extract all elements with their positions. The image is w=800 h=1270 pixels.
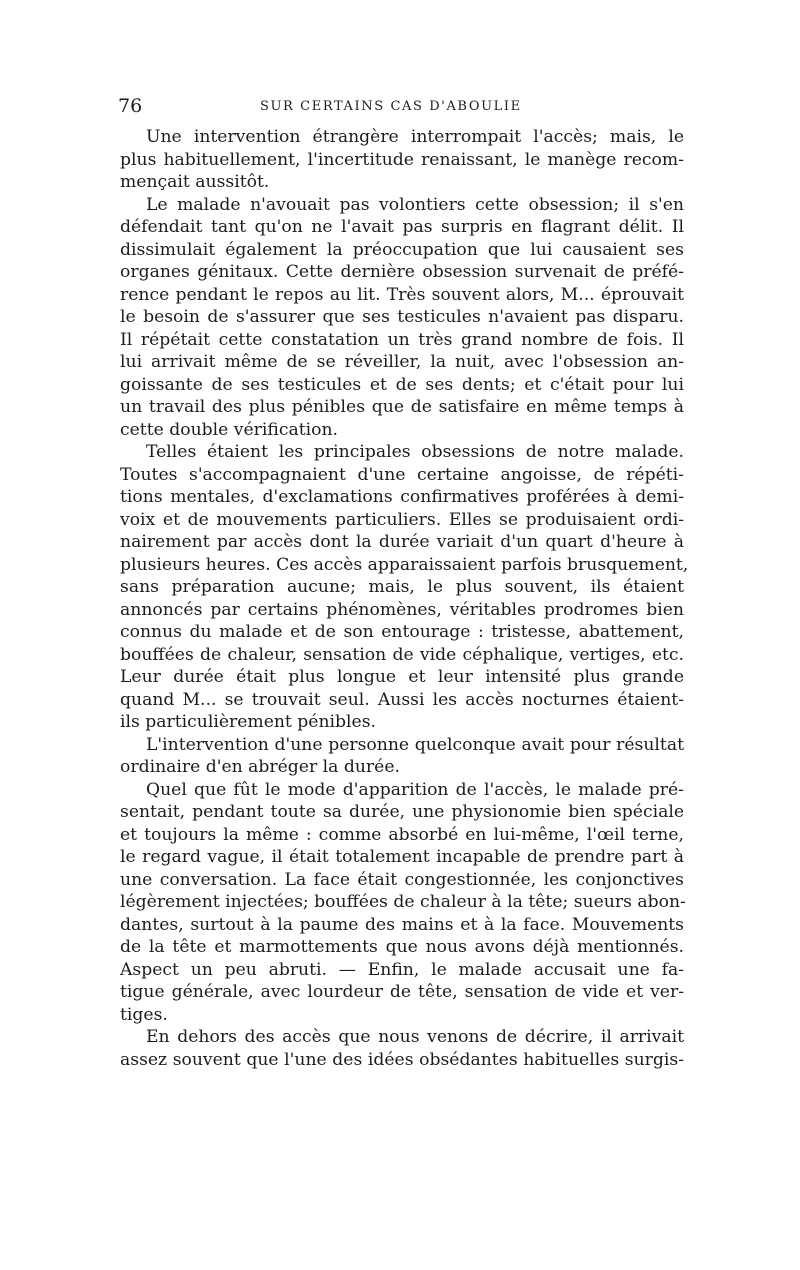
text-line: dissimulait également la préoccupation que lui causaient ses	[120, 239, 684, 260]
text-line: plusieurs heures. Ces accès apparaissaient parfois brusquement,	[120, 554, 689, 575]
text-line: annoncés par certains phénomènes, véritables prodromes bien	[120, 599, 684, 620]
text-line: L'intervention d'une personne quelconque avait pour résultat	[146, 734, 684, 755]
text-line: tiges.	[120, 1004, 168, 1025]
text-line: tigue générale, avec lourdeur de tête, sensation de vide et ver-	[120, 982, 684, 1002]
text-line: un travail des plus pénibles que de satisfaire en même temps à	[120, 397, 684, 417]
text-line: nairement par accès dont la durée variait d'un quart d'heure à	[120, 532, 684, 552]
text-line: légèrement injectées; bouffées de chaleur à la tête; sueurs abon-	[120, 892, 686, 912]
text-line: le besoin de s'assurer que ses testicules n'avaient pas disparu.	[120, 307, 684, 327]
text-line: assez souvent que l'une des idées obsédantes habituelles surgis-	[120, 1049, 684, 1070]
text-line: cette double vérification.	[120, 419, 339, 440]
text-line: défendait tant qu'on ne l'avait pas surpris en flagrant délit. Il	[120, 217, 684, 237]
text-line: organes génitaux. Cette dernière obsession survenait de préfé-	[120, 262, 684, 282]
text-line: bouffées de chaleur, sensation de vide céphalique, vertiges, etc.	[120, 644, 684, 665]
text-line: sans préparation aucune; mais, le plus souvent, ils étaient	[120, 577, 684, 597]
text-line: quand M... se trouvait seul. Aussi les accès nocturnes étaient-	[120, 689, 684, 710]
text-line: ils particulièrement pénibles.	[120, 712, 376, 732]
page-header	[118, 94, 684, 118]
body-text	[120, 126, 689, 1071]
text-line: ordinaire d'en abréger la durée.	[120, 757, 400, 777]
text-line: et toujours la même : comme absorbé en lui-même, l'œil terne,	[120, 824, 684, 845]
text-line: Leur durée était plus longue et leur intensité plus grande	[120, 667, 684, 687]
text-line: une conversation. La face était congestionnée, les conjonctives	[120, 869, 684, 890]
text-line: Il répétait cette constatation un très grand nombre de fois. Il	[120, 329, 684, 350]
text-line: goissante de ses testicules et de ses dents; et c'était pour lui	[120, 374, 684, 395]
text-line: le regard vague, il était totalement incapable de prendre part à	[120, 847, 684, 867]
text-line: Une intervention étrangère interrompait l'accès; mais, le	[146, 127, 684, 147]
text-line: Telles étaient les principales obsessions de notre malade.	[146, 442, 684, 462]
text-line: tions mentales, d'exclamations confirmatives proférées à demi-	[120, 487, 684, 507]
text-line: de la tête et marmottements que nous avons déjà mentionnés.	[120, 937, 684, 957]
text-line: rence pendant le repos au lit. Très souvent alors, M... éprouvait	[120, 284, 684, 305]
text-line: Quel que fût le mode d'apparition de l'accès, le malade pré-	[146, 779, 684, 800]
text-line: Toutes s'accompagnaient d'une certaine angoisse, de répéti-	[120, 464, 684, 485]
text-line: mençait aussitôt.	[120, 172, 270, 192]
text-line: Aspect un peu abruti. — Enfin, le malade accusait une fa-	[120, 959, 684, 980]
text-line: plus habituellement, l'incertitude renaissant, le manège recom-	[120, 149, 684, 170]
text-line: sentait, pendant toute sa durée, une physionomie bien spéciale	[120, 802, 684, 822]
running-title: SUR CERTAINS CAS D'ABOULIE	[260, 99, 522, 114]
text-line: voix et de mouvements particuliers. Elles se produisaient ordi-	[120, 509, 684, 530]
page-number: 76	[118, 95, 143, 117]
text-line: En dehors des accès que nous venons de décrire, il arrivait	[146, 1027, 684, 1047]
text-line: dantes, surtout à la paume des mains et à la face. Mouvements	[120, 914, 684, 935]
text-line: connus du malade et de son entourage : tristesse, abattement,	[120, 622, 684, 642]
text-line: Le malade n'avouait pas volontiers cette obsession; il s'en	[146, 194, 684, 215]
text-line: lui arrivait même de se réveiller, la nuit, avec l'obsession an-	[120, 352, 684, 372]
